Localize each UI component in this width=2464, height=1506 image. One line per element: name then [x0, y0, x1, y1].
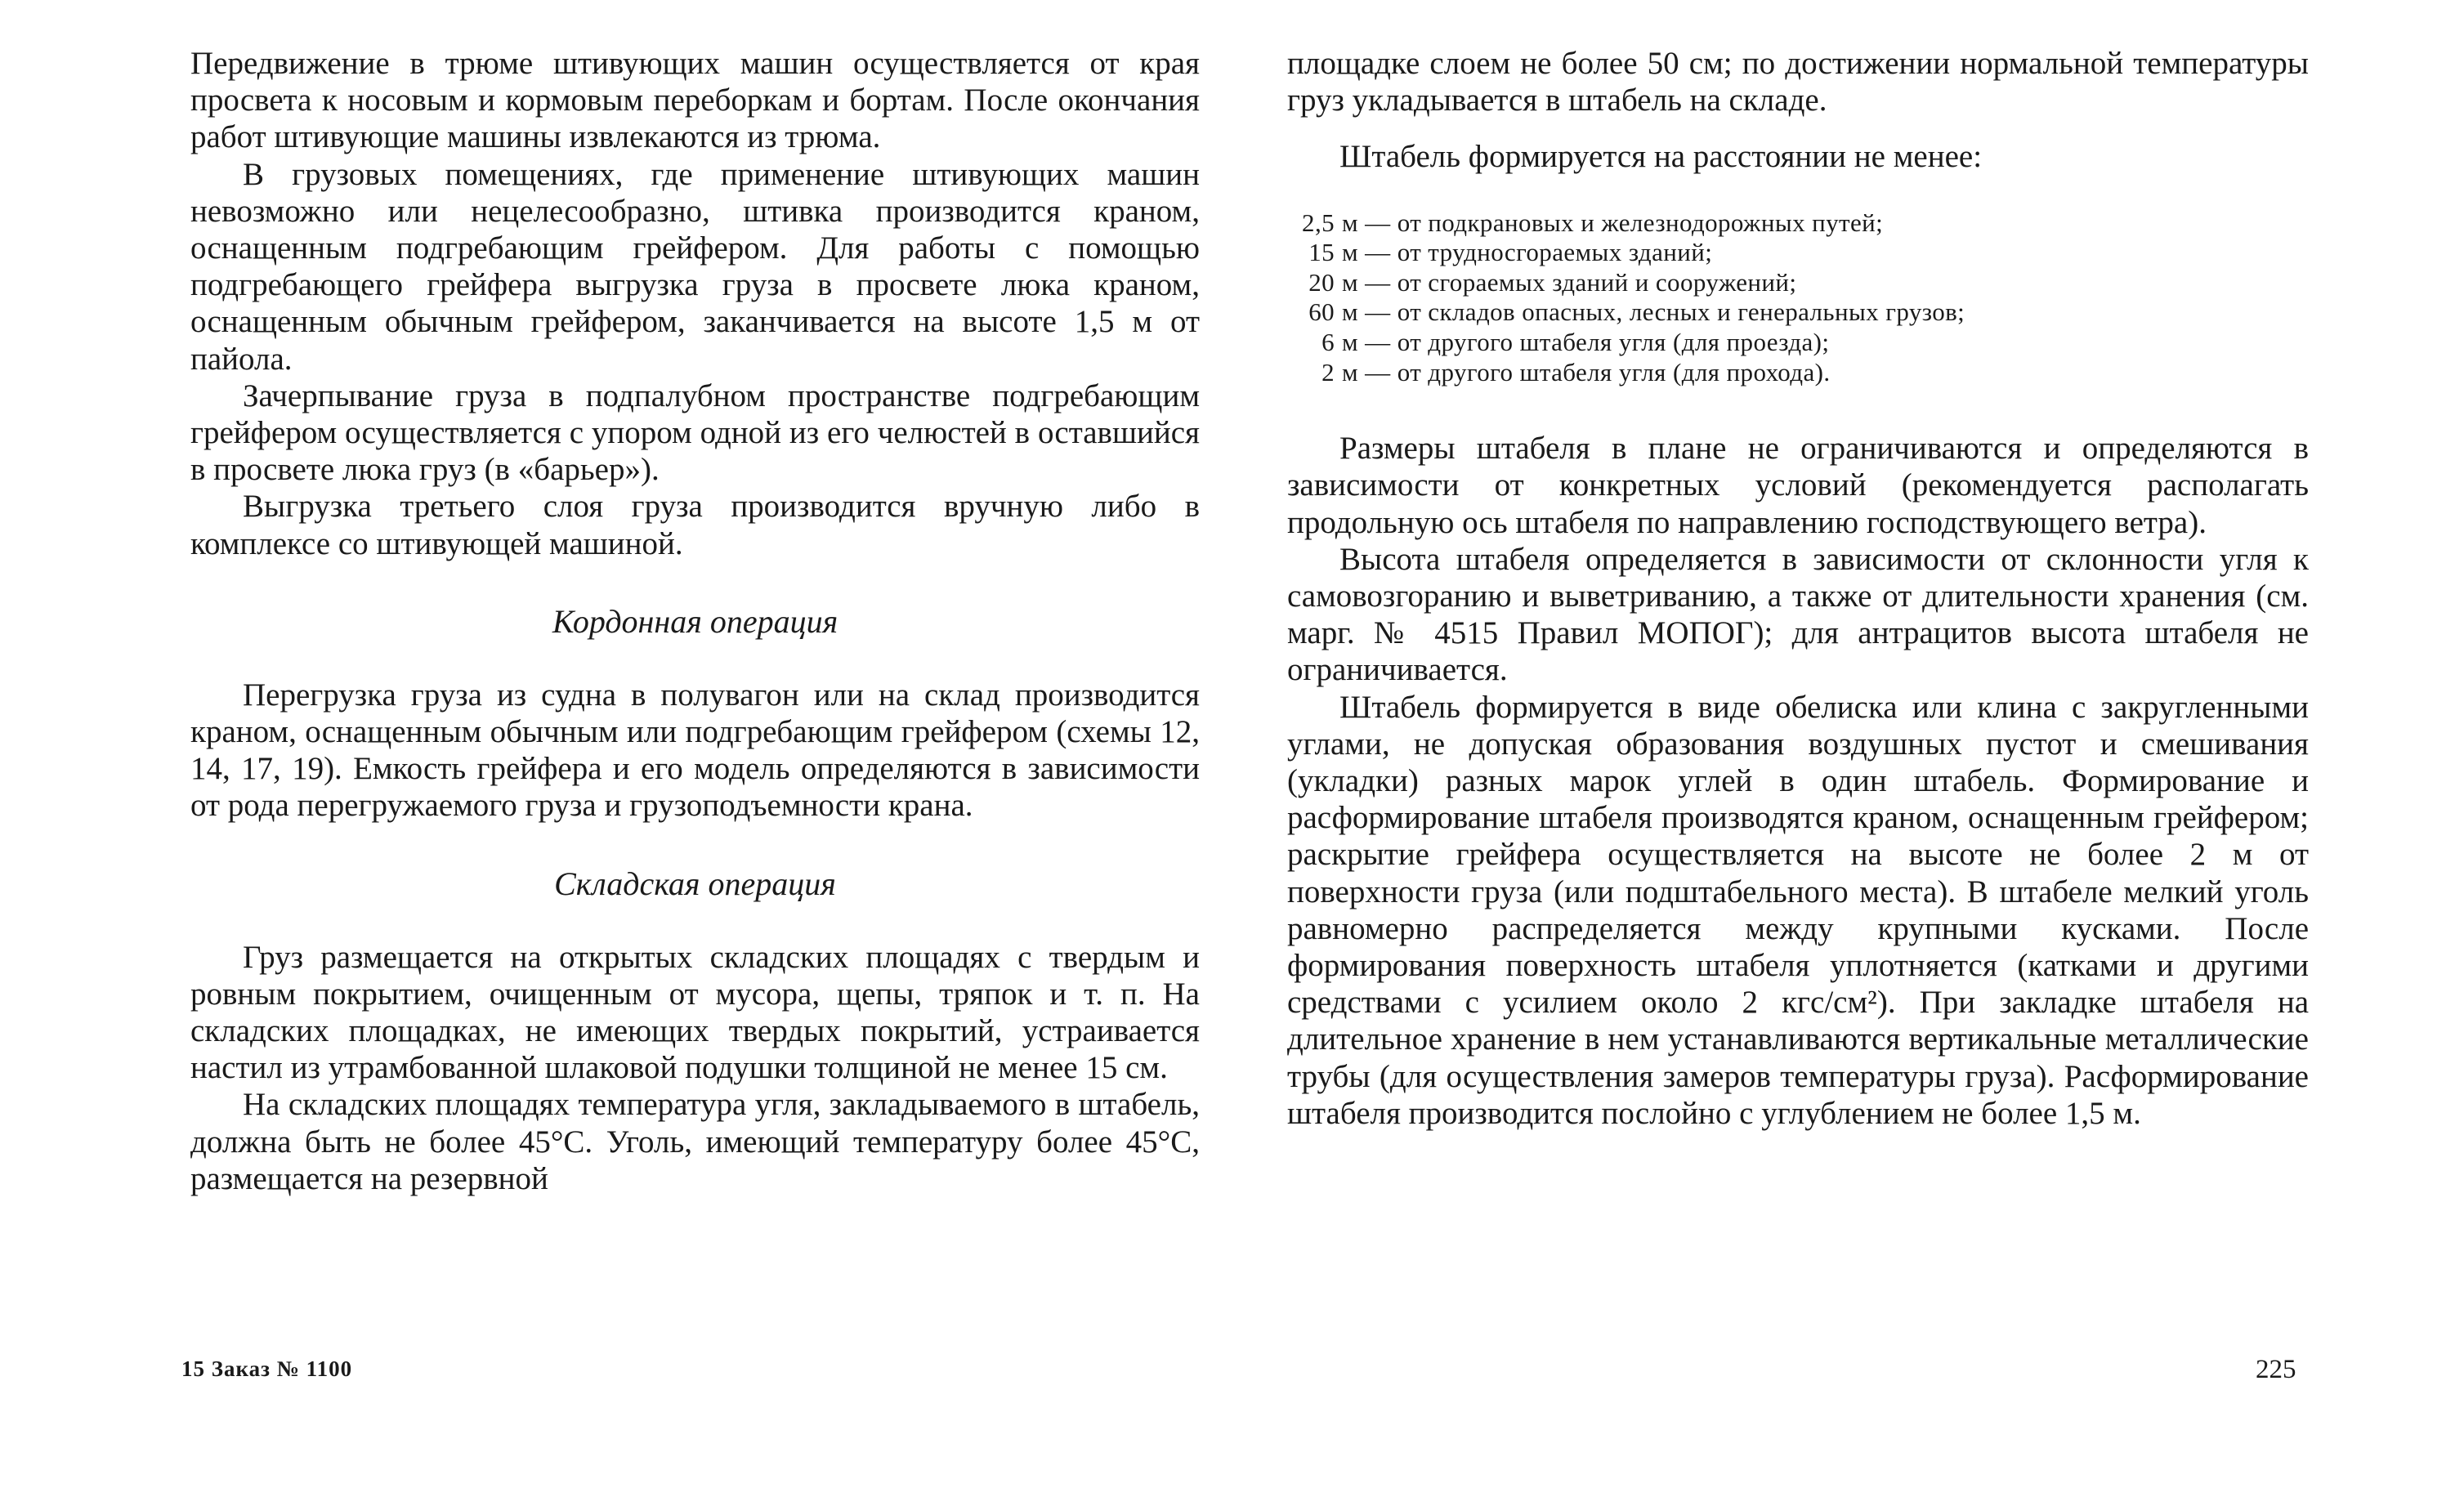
page-number: 225: [2256, 1355, 2296, 1384]
right-paragraph-4: Высота штабеля определяется в зависимости от склонности угля к самовозгоранию и выветриванию, а также от длительности хранения (см. марг. № 4515 Правил МОПОГ); для антрацитов высота штабеля не ограничивается.: [1287, 541, 2309, 688]
left-paragraph-1: Передвижение в трюме штивующих машин осуществляется от края просвета к носовым и кормовым переборкам и бортам. После окончания работ штивующие машины извлекаются из трюма.: [190, 46, 1200, 155]
list-item: 60 м — от складов опасных, лесных и генеральных грузов;: [1308, 297, 1965, 327]
right-paragraph-5: Штабель формируется в виде обелиска или клина с закругленными углами, не допуская образования воздушных пустот и смешивания (укладки) разных марок углей в один штабель. Формирование и расформирование штабеля производятся краном, оснащенным грейфером; раскрытие грейфера осуществляется на высоте не более 2 м от поверхности груза (или подштабельного места). В штабеле мелкий уголь равномерно распределяется между крупными кусками. После формирования поверхность штабеля уплотняется (катками и другими средствами с усилием около 2 кгс/см²). При закладке штабеля на длительное хранение в нем устанавливаются вертикальные металлические трубы (для осуществления замеров температуры груза). Расформирование штабеля производится послойно с углублением не более 1,5 м.: [1287, 689, 2309, 1131]
right-paragraph-3: Размеры штабеля в плане не ограничиваются и определяются в зависимости от конкретных условий (рекомендуется располагать продольную ось штабеля по направлению господствующего ветра).: [1287, 431, 2309, 540]
left-paragraph-5: Перегрузка груза из судна в полувагон или на склад производится краном, оснащенным обычным или подгребающим грейфером (схемы 12, 14, 17, 19). Емкость грейфера и его модель определяются в зависимости от рода перегружаемого груза и грузоподъемности крана.: [190, 677, 1200, 824]
list-item: 15 м — от трудносгораемых зданий;: [1308, 238, 1713, 267]
left-paragraph-7: На складских площадях температура угля, закладываемого в штабель, должна быть не более 45°С. Уголь, имеющий температуру более 45°С, размещается на резервной: [190, 1087, 1200, 1196]
left-paragraph-3: Зачерпывание груза в подпалубном пространстве подгребающим грейфером осуществляется с упором одной из его челюстей в оставшийся в просвете люка груз (в «барьер»).: [190, 378, 1200, 488]
left-column: [190, 45, 1200, 1197]
list-item: 20 м — от сгораемых зданий и сооружений;: [1308, 267, 1797, 297]
print-signature: 15 Заказ № 1100: [181, 1356, 353, 1381]
distance-list: [1287, 208, 2309, 388]
section-heading-warehouse: Складская операция: [554, 865, 836, 902]
list-item: 2 м — от другого штабеля угля (для прохода).: [1321, 357, 1831, 387]
right-paragraph-1: площадке слоем не более 50 см; по достижении нормальной температуры груз укладывается в штабель на складе.: [1287, 46, 2309, 118]
list-item: 2,5 м — от подкрановых и железнодорожных путей;: [1302, 208, 1884, 237]
section-heading-cordon: Кордонная операция: [552, 602, 838, 640]
list-item: 6 м — от другого штабеля угля (для проезда);: [1321, 327, 1830, 356]
left-paragraph-4: Выгрузка третьего слоя груза производится вручную либо в комплексе со штивующей машиной.: [190, 489, 1200, 561]
right-paragraph-2: Штабель формируется на расстоянии не менее:: [1339, 139, 1983, 175]
left-paragraph-6: Груз размещается на открытых складских площадях с твердым и ровным покрытием, очищенным от мусора, щепы, тряпок и т. п. На складских площадках, не имеющих твердых покрытий, устраивается настил из утрамбованной шлаковой подушки толщиной не менее 15 см.: [190, 939, 1200, 1086]
left-paragraph-2: В грузовых помещениях, где применение штивующих машин невозможно или нецелесообразно, штивка производится краном, оснащенным подгребающим грейфером. Для работы с помощью подгребающего грейфера выгрузка груза в просвете люка краном, оснащенным обычным грейфером, заканчивается на высоте 1,5 м от пайола.: [190, 156, 1200, 377]
right-column: [1287, 45, 2309, 1132]
